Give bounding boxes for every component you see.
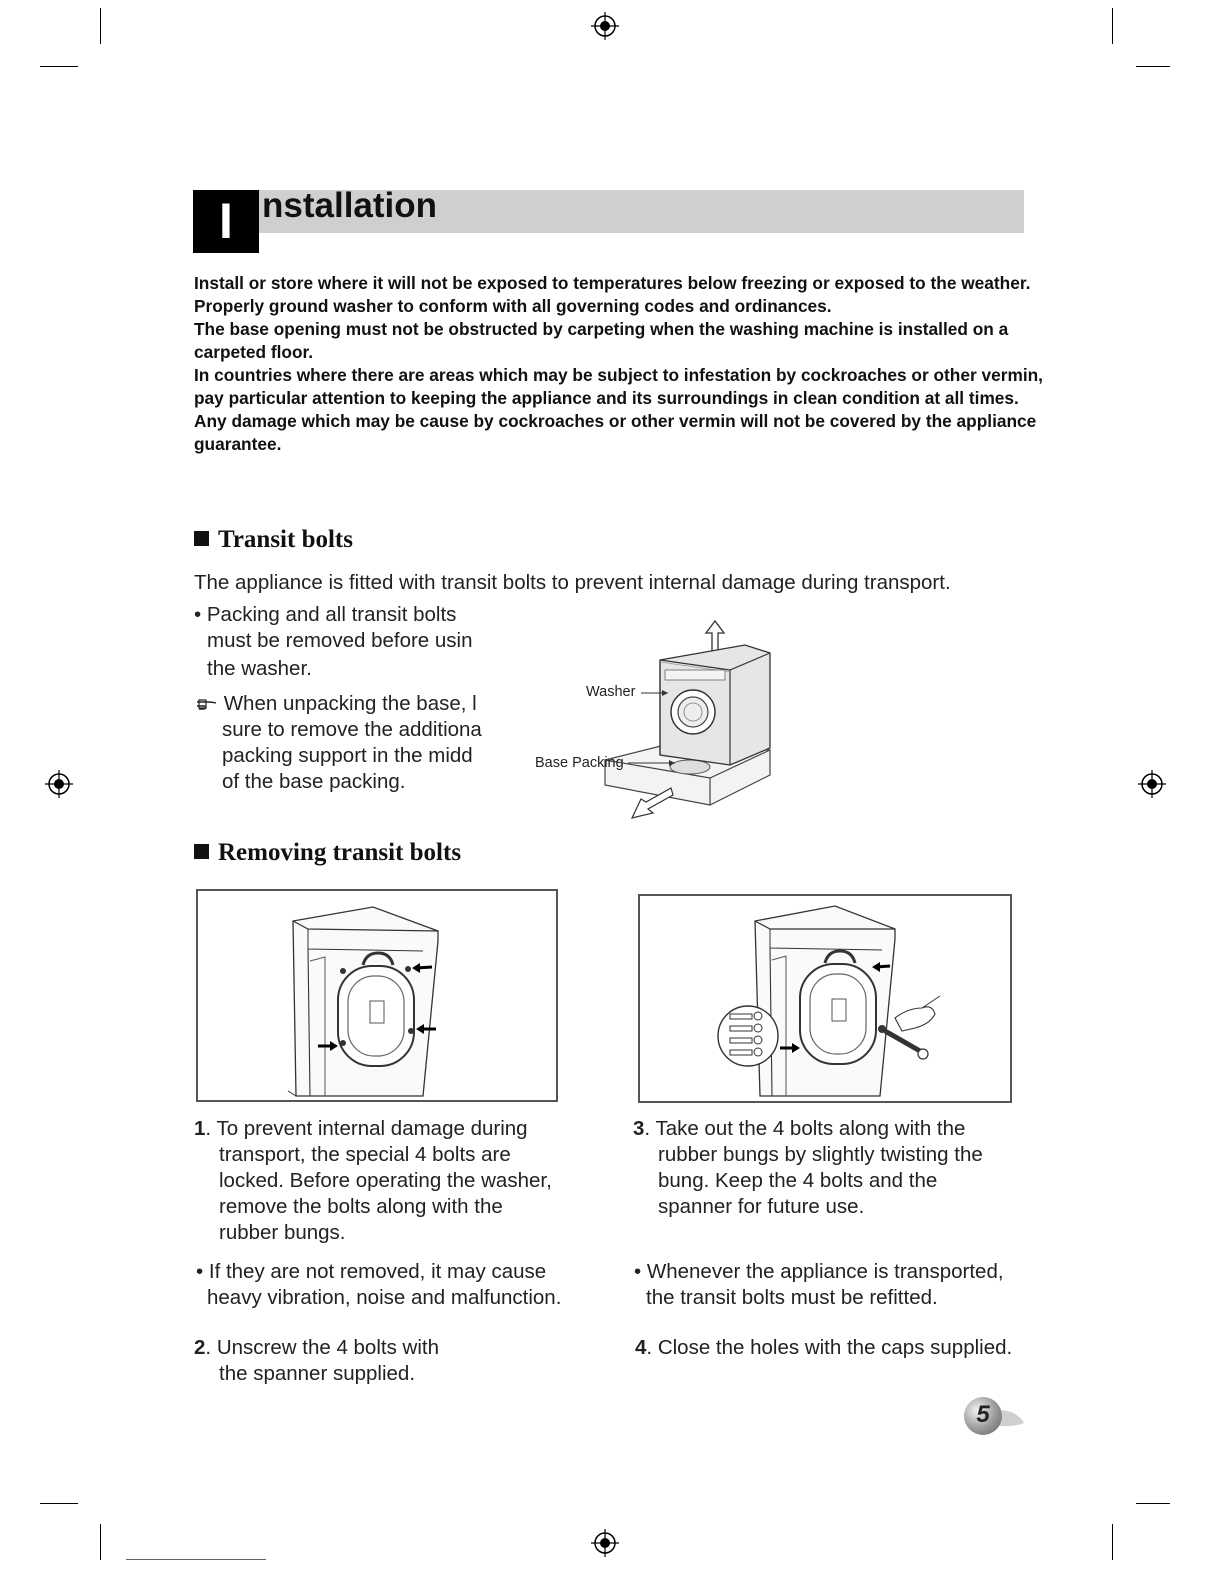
warning-text: Any damage which may be cause by cockroaches or other vermin will not be covered by the appliance guarantee. — [194, 411, 1037, 454]
step-line: Take out the 4 bolts along with the — [655, 1117, 966, 1140]
step-3-note — [634, 1259, 1004, 1311]
crop-mark — [100, 8, 101, 44]
bullet-line: Packing and all transit bolts — [206, 603, 457, 626]
crop-mark — [40, 1503, 78, 1504]
note-line: When unpacking the base, l — [223, 692, 477, 715]
registration-mark-icon — [591, 12, 619, 40]
washer-label: Washer — [586, 684, 636, 700]
bullet-dot: • — [194, 603, 207, 626]
transit-intro: The appliance is fitted with transit bolts to prevent internal damage during transport. — [194, 571, 951, 594]
crop-mark — [40, 66, 78, 67]
note-line: If they are not removed, it may cause — [208, 1260, 547, 1283]
washer-base-packing-illustration — [525, 615, 815, 825]
rear-bolts-illustration — [196, 889, 558, 1102]
page-number: 5 — [976, 1401, 990, 1428]
page-number-badge — [952, 1396, 1026, 1436]
step-line: Close the holes with the caps supplied. — [657, 1336, 1013, 1359]
base-packing-label: Base Packing — [535, 755, 624, 771]
crop-mark — [100, 1524, 101, 1560]
bullet-dot: • — [196, 1260, 209, 1283]
step-line: Unscrew the 4 bolts with — [216, 1336, 439, 1359]
step-line: transport, the special 4 bolts are — [219, 1143, 511, 1166]
step-line: the spanner supplied. — [219, 1362, 416, 1385]
registration-mark-icon — [1138, 770, 1166, 798]
step-line: To prevent internal damage during — [216, 1117, 528, 1140]
step-2: 2. Unscrew the 4 bolts with the spanner supplied. — [194, 1336, 439, 1385]
transit-bullet — [194, 602, 473, 682]
step-4: 4. Close the holes with the caps supplied. — [635, 1336, 1013, 1359]
washer-rear-spanner-view — [640, 896, 1010, 1101]
registration-mark-icon — [591, 1529, 619, 1557]
step-line: spanner for future use. — [658, 1195, 865, 1218]
step-line: rubber bungs by slightly twisting the — [658, 1143, 983, 1166]
bullet-dot: • — [634, 1260, 647, 1283]
step-number: 2 — [194, 1336, 206, 1359]
square-bullet-icon — [194, 531, 209, 546]
pointing-hand-icon — [196, 697, 218, 711]
step-1: 1. To prevent internal damage during transport, the special 4 bolts are locked. Before operating the washer, remove the bolts along with the rubber bungs. — [194, 1117, 552, 1244]
title-initial: I — [193, 190, 259, 253]
registration-mark-icon — [45, 770, 73, 798]
step-number: 1 — [194, 1117, 206, 1140]
bullet-line: must be removed before usin — [207, 629, 473, 652]
step-number: 3 — [633, 1117, 645, 1140]
step-line: remove the bolts along with the — [219, 1195, 503, 1218]
crop-mark — [1112, 8, 1113, 44]
note-line: of the base packing. — [222, 770, 406, 793]
remove-bolts-illustration — [638, 894, 1012, 1103]
note-line: packing support in the midd — [222, 744, 473, 767]
transit-note — [196, 691, 482, 795]
square-bullet-icon — [194, 844, 209, 859]
step-line: locked. Before operating the washer, — [219, 1169, 552, 1192]
page-title: nstallation — [262, 186, 438, 225]
note-line: sure to remove the additiona — [222, 718, 482, 741]
section-heading-text: Removing transit bolts — [218, 839, 462, 866]
note-line: heavy vibration, noise and malfunction. — [207, 1286, 562, 1309]
crop-mark — [1112, 1524, 1113, 1560]
step-line: bung. Keep the 4 bolts and the — [658, 1169, 938, 1192]
step-3: 3. Take out the 4 bolts along with the rubber bungs by slightly twisting the bung. Keep the 4 bolts and the spanner for future use. — [633, 1117, 983, 1218]
note-line: the transit bolts must be refitted. — [646, 1286, 938, 1309]
section-heading-text: Transit bolts — [218, 526, 353, 553]
link-underline — [126, 1559, 266, 1560]
warning-text: In countries where there are areas which may be subject to infestation by cockroaches or other vermin, pay particular attention to keeping the appliance and its surroundings in clean condition at all times. — [194, 365, 1043, 408]
warning-text: Properly ground washer to conform with all governing codes and ordinances. — [194, 296, 832, 316]
washer-rear-view — [198, 891, 556, 1100]
section-heading — [194, 526, 353, 554]
note-line: Whenever the appliance is transported, — [646, 1260, 1004, 1283]
section-heading — [194, 839, 461, 867]
warning-text: The base opening must not be obstructed by carpeting when the washing machine is installed on a carpeted floor. — [194, 319, 1009, 362]
step-number: 4 — [635, 1336, 647, 1359]
crop-mark — [1136, 66, 1170, 67]
crop-mark — [1136, 1503, 1170, 1504]
warning-text: Install or store where it will not be exposed to temperatures below freezing or exposed to the weather. — [194, 273, 1031, 293]
step-line: rubber bungs. — [219, 1221, 346, 1244]
step-1-note — [196, 1259, 561, 1311]
warning-block — [194, 272, 1049, 456]
bullet-line: the washer. — [207, 657, 312, 680]
